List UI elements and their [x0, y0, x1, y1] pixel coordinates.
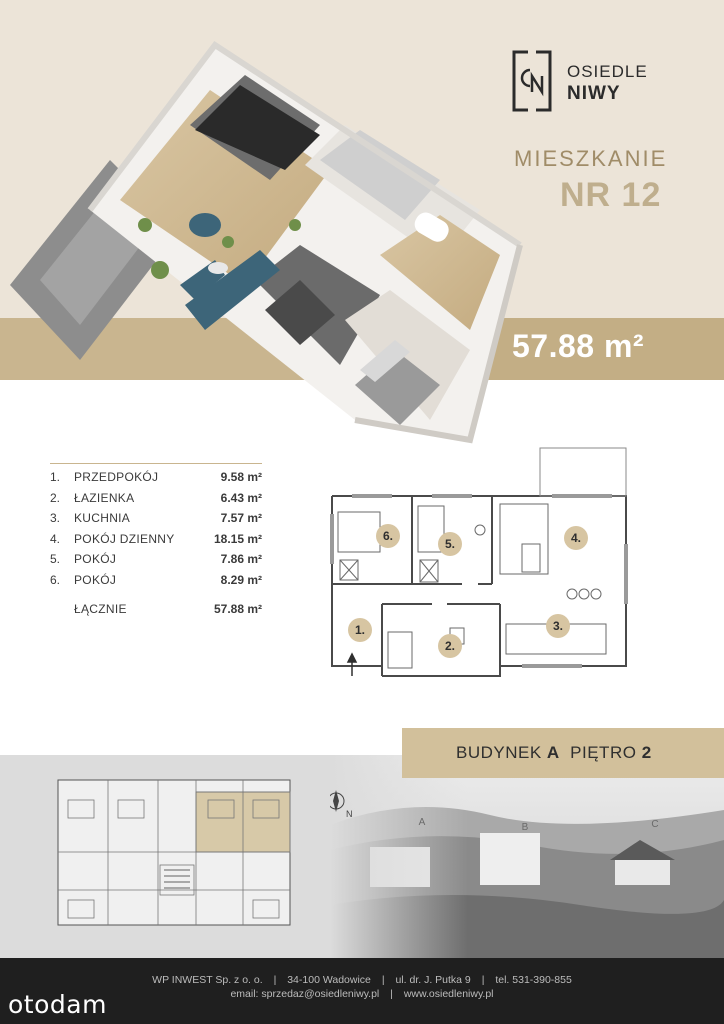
photo-label-b: B [521, 822, 529, 833]
floor-label: PIĘTRO [570, 743, 637, 762]
photo-label-a: A [418, 817, 426, 828]
room-area: 18.15 m² [213, 531, 262, 546]
room-area: 7.57 m² [220, 511, 262, 525]
room-name: PRZEDPOKÓJ [74, 470, 159, 484]
rooms-list [50, 463, 262, 618]
room-number: 3. [50, 511, 61, 525]
room-area: 7.86 m² [220, 552, 262, 566]
room-name: POKÓJ [74, 572, 117, 587]
apartment-label: MIESZKANIE [514, 146, 668, 171]
room-row [50, 567, 262, 588]
footer-contact-line1 [0, 974, 724, 986]
footer-separator: | [481, 974, 485, 986]
footer-separator: | [381, 974, 385, 986]
footer-website[interactable]: www.osiedleniwy.pl [403, 988, 494, 1000]
room-name: KUCHNIA [74, 511, 131, 525]
room-area: 8.29 m² [220, 572, 262, 587]
logo-mark-icon [510, 48, 554, 114]
brand-logo [510, 48, 675, 114]
room-area: 6.43 m² [220, 490, 262, 505]
room-number: 2. [50, 490, 61, 505]
room-area: 9.58 m² [220, 470, 262, 484]
building-floor-text [456, 743, 652, 763]
site-photo [330, 755, 724, 960]
footer-street: ul. dr. J. Putka 9 [395, 974, 471, 986]
room-row [50, 485, 262, 506]
floor-plan [322, 444, 634, 684]
room-name: ŁAZIENKA [74, 490, 135, 505]
brand-name-line2: NIWY [567, 83, 621, 104]
total-label: ŁĄCZNIE [74, 602, 127, 616]
room-name: POKÓJ DZIENNY [74, 531, 175, 546]
building-floor-plan [48, 770, 300, 935]
plan-label-1: 1. [354, 623, 366, 637]
compass-north-label: N [346, 809, 353, 819]
room-name: POKÓJ [74, 552, 117, 566]
footer-address: 34-100 Wadowice [287, 974, 371, 986]
plan-label-2: 2. [444, 639, 456, 653]
room-row [50, 546, 262, 567]
room-row [50, 505, 262, 526]
footer-company: WP INWEST Sp. z o. o. [152, 974, 263, 986]
room-row [50, 526, 262, 547]
plan-label-4: 4. [570, 531, 582, 545]
apartment-area: 57.88 m² [512, 328, 645, 364]
plan-label-3: 3. [552, 619, 564, 633]
otodam-watermark: otodam [8, 990, 107, 1019]
photo-label-c: C [651, 819, 659, 830]
apartment-number: NR 12 [560, 176, 662, 214]
total-area: 57.88 m² [213, 602, 262, 616]
plan-label-5: 5. [444, 537, 456, 551]
room-row [50, 464, 262, 485]
brand-name-line1: OSIEDLE [567, 62, 648, 81]
total-row [50, 596, 262, 618]
room-number: 6. [50, 572, 61, 587]
footer-contact-line2 [0, 988, 724, 1000]
floor-value: 2 [641, 743, 652, 762]
room-number: 5. [50, 552, 61, 566]
plan-label-6: 6. [382, 529, 394, 543]
footer-email[interactable]: email: sprzedaz@osiedleniwy.pl [230, 988, 380, 1000]
footer-separator: | [273, 974, 277, 986]
building-floor-badge [402, 728, 724, 778]
room-number: 1. [50, 470, 61, 484]
building-value: A [546, 743, 560, 762]
apartment-3d-render [0, 30, 530, 460]
footer-phone[interactable]: tel. 531-390-855 [495, 974, 572, 986]
footer-separator: | [390, 988, 393, 1000]
room-number: 4. [50, 531, 61, 546]
building-label: BUDYNEK [456, 743, 542, 762]
